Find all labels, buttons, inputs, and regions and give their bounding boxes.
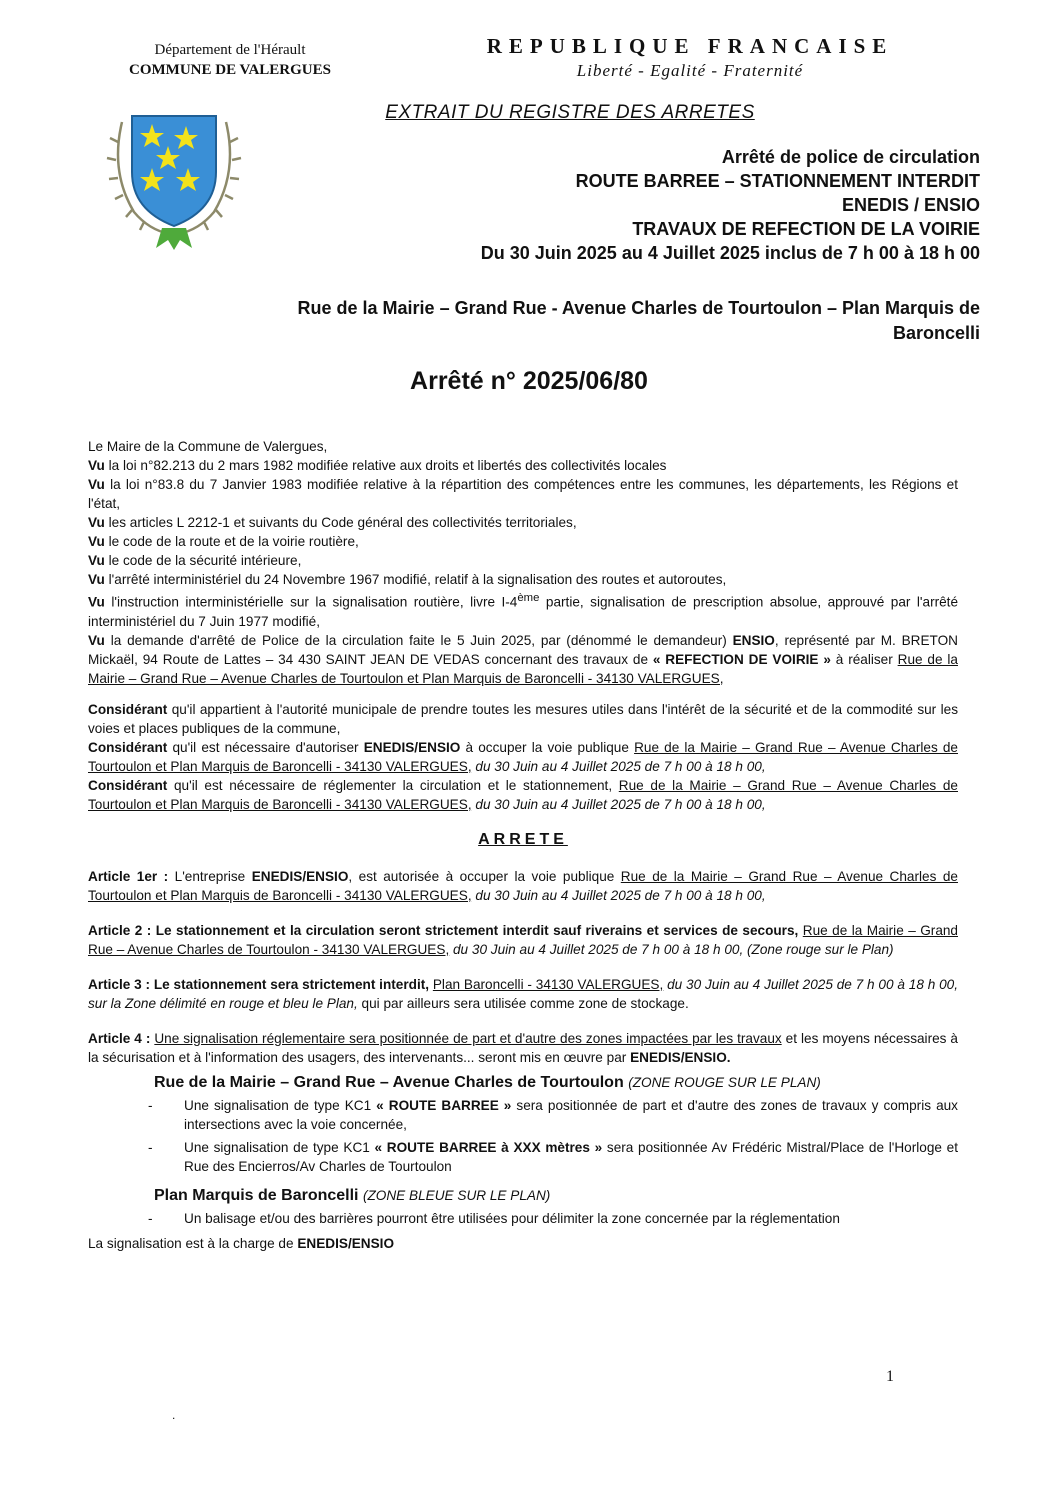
ribbon	[156, 228, 192, 250]
signalisation-text: La signalisation est à la charge de	[88, 1235, 298, 1251]
coat-of-arms-icon	[104, 102, 244, 252]
stray-mark: .	[172, 1408, 176, 1422]
article-2	[88, 921, 958, 959]
bullet-text-part: sera positionnée Av Frédéric Mistral/Place de l'Horloge et Rue des Encierros/Av Charles de Tourtoulon	[184, 1139, 959, 1174]
streets-line-1: Rue de la Mairie – Grand Rue - Avenue Charles de Tourtoulon – Plan Marquis de	[297, 298, 980, 318]
vu-label: Vu	[88, 534, 105, 549]
order-title-block	[380, 145, 980, 265]
article-text: qui par ailleurs sera utilisée comme zone de stockage.	[357, 995, 689, 1011]
considerant-text: qu'il appartient à l'autorité municipale de prendre toutes les mesures utiles dans l'intérêt de la sécurité et de la commodité sur les voies et places publiques de la commune,	[88, 701, 958, 736]
vu-text: la demande d'arrêté de Police de la circulation faite le 5 Juin 2025, par (dénommé le demandeur)	[110, 632, 733, 648]
vu-text: à réaliser	[830, 651, 898, 667]
vu-works: « REFECTION DE VOIRIE »	[652, 651, 831, 667]
vu-company: ENSIO	[732, 632, 775, 648]
considerant-label: Considérant	[88, 701, 168, 717]
article-text: , est autorisée à occuper la voie publique	[348, 868, 621, 884]
vu-superscript: ème	[517, 592, 540, 604]
bullet-text: Un balisage et/ou des barrières pourront être utilisées pour délimiter la zone concernée par la réglementation	[184, 1210, 840, 1226]
department-block	[100, 40, 360, 80]
vu-label: Vu	[88, 572, 105, 587]
bullet-dash: -	[148, 1210, 153, 1226]
article-text: et les moyens nécessaires à la sécurisation et à l'information des usagers, des intervenants... seront mis en œuvre par	[88, 1030, 958, 1065]
bullet-text-part: Une signalisation de type KC1	[184, 1139, 375, 1155]
article-dates: du 30 Juin au 4 Juillet 2025 de 7 h 00 à 18 h 00, sur la Zone délimité en rouge et bleu le Plan,	[88, 976, 958, 1011]
red-zone-bullet-1	[148, 1096, 958, 1134]
commune-name: COMMUNE DE VALERGUES	[129, 62, 331, 78]
bullet-dash: -	[148, 1097, 153, 1113]
order-body	[88, 437, 958, 1253]
republic-block	[410, 34, 970, 81]
article-dates: du 30 Juin au 4 Juillet 2025 de 7 h 00 à 18 h 00, (Zone rouge sur le Plan)	[449, 941, 894, 957]
red-zone-title: Rue de la Mairie – Grand Rue – Avenue Charles de Tourtoulon	[154, 1073, 624, 1091]
vu-4	[88, 532, 958, 551]
article-location: Rue de la Mairie – Grand Rue – Avenue Charles de Tourtoulon - 34130 VALERGUES,	[88, 922, 958, 957]
vu-text: les articles L 2212-1 et suivants du Code général des collectivités territoriales,	[108, 515, 577, 530]
order-companies: ENEDIS / ENSIO	[841, 195, 980, 215]
vu-label: Vu	[88, 477, 105, 492]
bullet-text	[184, 1096, 958, 1134]
article-label: Article 2 :	[88, 922, 152, 938]
vu-1	[88, 456, 958, 475]
article-label: Article 3 :	[88, 976, 151, 992]
considerant-company: ENEDIS/ENSIO	[363, 739, 461, 755]
considerant-dates: du 30 Juin au 4 Juillet 2025 de 7 h 00 à 18 h 00,	[471, 796, 766, 812]
article-text: Le stationnement sera strictement interdit,	[150, 976, 430, 992]
article-label: Article 1er :	[88, 868, 169, 884]
vu-text: l'arrêté interministériel du 24 Novembre 1967 modifié, relatif à la signalisation des routes et autoroutes,	[108, 572, 727, 587]
vu-6	[88, 570, 958, 589]
considerant-3	[88, 776, 958, 814]
article-text: L'entreprise	[168, 868, 252, 884]
article-text: Une signalisation réglementaire sera positionnée de part et d'autre des zones impactées par les travaux	[154, 1030, 782, 1046]
article-1	[88, 867, 958, 905]
vu-text: le code de la sécurité intérieure,	[108, 553, 302, 568]
vu-label: Vu	[88, 553, 105, 568]
considerant-text: qu'il est nécessaire de réglementer la circulation et le stationnement,	[167, 777, 619, 793]
bullet-sign: « ROUTE BARREE »	[376, 1097, 512, 1113]
article-company: ENEDIS/ENSIO	[251, 868, 349, 884]
vu-label: Vu	[88, 594, 105, 610]
vu-text: le code de la route et de la voirie routière,	[108, 534, 359, 549]
considerant-location: Rue de la Mairie – Grand Rue – Avenue Charles de Tourtoulon et Plan Marquis de Baroncelli - 34130 VALERGUES,	[88, 777, 958, 812]
signalisation-company: ENEDIS/ENSIO	[297, 1235, 395, 1251]
article-text: Le stationnement et la circulation seront strictement interdit sauf riverains et services de secours,	[151, 922, 799, 938]
preamble-maire: Le Maire de la Commune de Valergues,	[88, 439, 328, 454]
order-streets	[120, 296, 980, 346]
considerant-1	[88, 700, 958, 738]
bullet-text-part: Une signalisation de type KC1	[184, 1097, 377, 1113]
vu-8	[88, 631, 958, 688]
vu-label: Vu	[88, 632, 105, 648]
arrete-heading: ARRETE	[478, 830, 568, 848]
signalisation-charge	[88, 1234, 958, 1253]
article-3	[88, 975, 958, 1013]
considerant-text: à occuper la voie publique	[460, 739, 635, 755]
red-zone-heading	[154, 1073, 958, 1092]
republic-title: REPUBLIQUE FRANCAISE	[486, 34, 894, 58]
article-location: Rue de la Mairie – Grand Rue – Avenue Charles de Tourtoulon et Plan Marquis de Baroncelli - 34130 VALERGUES,	[88, 868, 958, 903]
considerant-label: Considérant	[88, 777, 168, 793]
vu-text: la loi n°83.8 du 7 Janvier 1983 modifiée relative à la répartition des compétences entre les communes, les départements, les Régions et l'état,	[88, 477, 958, 511]
order-works: TRAVAUX DE REFECTION DE LA VOIRIE	[632, 219, 980, 239]
red-zone-bullet-2	[148, 1138, 958, 1176]
blue-zone-title: Plan Marquis de Baroncelli	[154, 1186, 359, 1204]
considerant-2	[88, 738, 958, 776]
article-location: Plan Baroncelli - 34130 VALERGUES,	[432, 976, 664, 992]
bullet-dash: -	[148, 1139, 153, 1155]
order-subject: ROUTE BARREE – STATIONNEMENT INTERDIT	[575, 171, 980, 191]
blue-zone-heading	[154, 1186, 958, 1205]
vu-3	[88, 513, 958, 532]
vu-5	[88, 551, 958, 570]
order-dates: Du 30 Juin 2025 au 4 Juillet 2025 inclus de 7 h 00 à 18 h 00	[480, 243, 980, 263]
blue-zone-note: (ZONE BLEUE SUR LE PLAN)	[362, 1187, 551, 1203]
vu-text: l'instruction interministérielle sur la signalisation routière, livre I-4	[111, 594, 518, 610]
order-type: Arrêté de police de circulation	[721, 147, 980, 167]
page-number: 1	[886, 1368, 894, 1385]
shield	[132, 116, 216, 226]
vu-label: Vu	[88, 458, 105, 473]
considerant-location: Rue de la Mairie – Grand Rue – Avenue Charles de Tourtoulon et Plan Marquis de Baroncelli - 34130 VALERGUES,	[88, 739, 958, 774]
blue-zone-bullet-1	[148, 1209, 958, 1228]
register-extract-title: EXTRAIT DU REGISTRE DES ARRETES	[385, 102, 755, 123]
vu-text: , représenté par M. BRETON Mickaël, 94 Route de Lattes – 34 430 SAINT JEAN DE VEDAS concernant des travaux de	[88, 632, 958, 667]
streets-line-2: Baroncelli	[892, 323, 980, 343]
bullet-text	[184, 1138, 958, 1176]
bullet-text-part: sera positionnée de part et d'autre des zones de travaux y compris aux intersections avec la voie concernée,	[184, 1097, 958, 1132]
article-company: ENEDIS/ENSIO.	[630, 1049, 731, 1065]
republic-motto: Liberté - Egalité - Fraternité	[576, 61, 804, 80]
considerant-dates: du 30 Juin au 4 Juillet 2025 de 7 h 00 à 18 h 00,	[471, 758, 766, 774]
red-zone-note: (ZONE ROUGE SUR LE PLAN)	[628, 1074, 821, 1090]
vu-label: Vu	[88, 515, 105, 530]
vu-text: partie, signalisation de prescription absolue, approuvé par l'arrêté interministériel du 7 Juin 1977 modifié,	[88, 594, 959, 629]
vu-7	[88, 589, 958, 631]
considerant-label: Considérant	[88, 739, 168, 755]
order-number: Arrêté n° 2025/06/80	[410, 367, 648, 395]
article-dates: du 30 Juin au 4 Juillet 2025 de 7 h 00 à 18 h 00,	[471, 887, 766, 903]
vu-text: la loi n°82.213 du 2 mars 1982 modifiée relative aux droits et libertés des collectivités locales	[108, 458, 667, 473]
article-4	[88, 1029, 958, 1067]
bullet-sign: « ROUTE BARREE à XXX mètres »	[374, 1139, 603, 1155]
department-name: Département de l'Hérault	[154, 42, 306, 58]
considerant-text: qu'il est nécessaire d'autoriser	[167, 739, 364, 755]
article-label: Article 4 :	[88, 1030, 151, 1046]
vu-location: Rue de la Mairie – Grand Rue – Avenue Charles de Tourtoulon et Plan Marquis de Baroncelli - 34130 VALERGUES,	[88, 651, 958, 686]
vu-2	[88, 475, 958, 513]
